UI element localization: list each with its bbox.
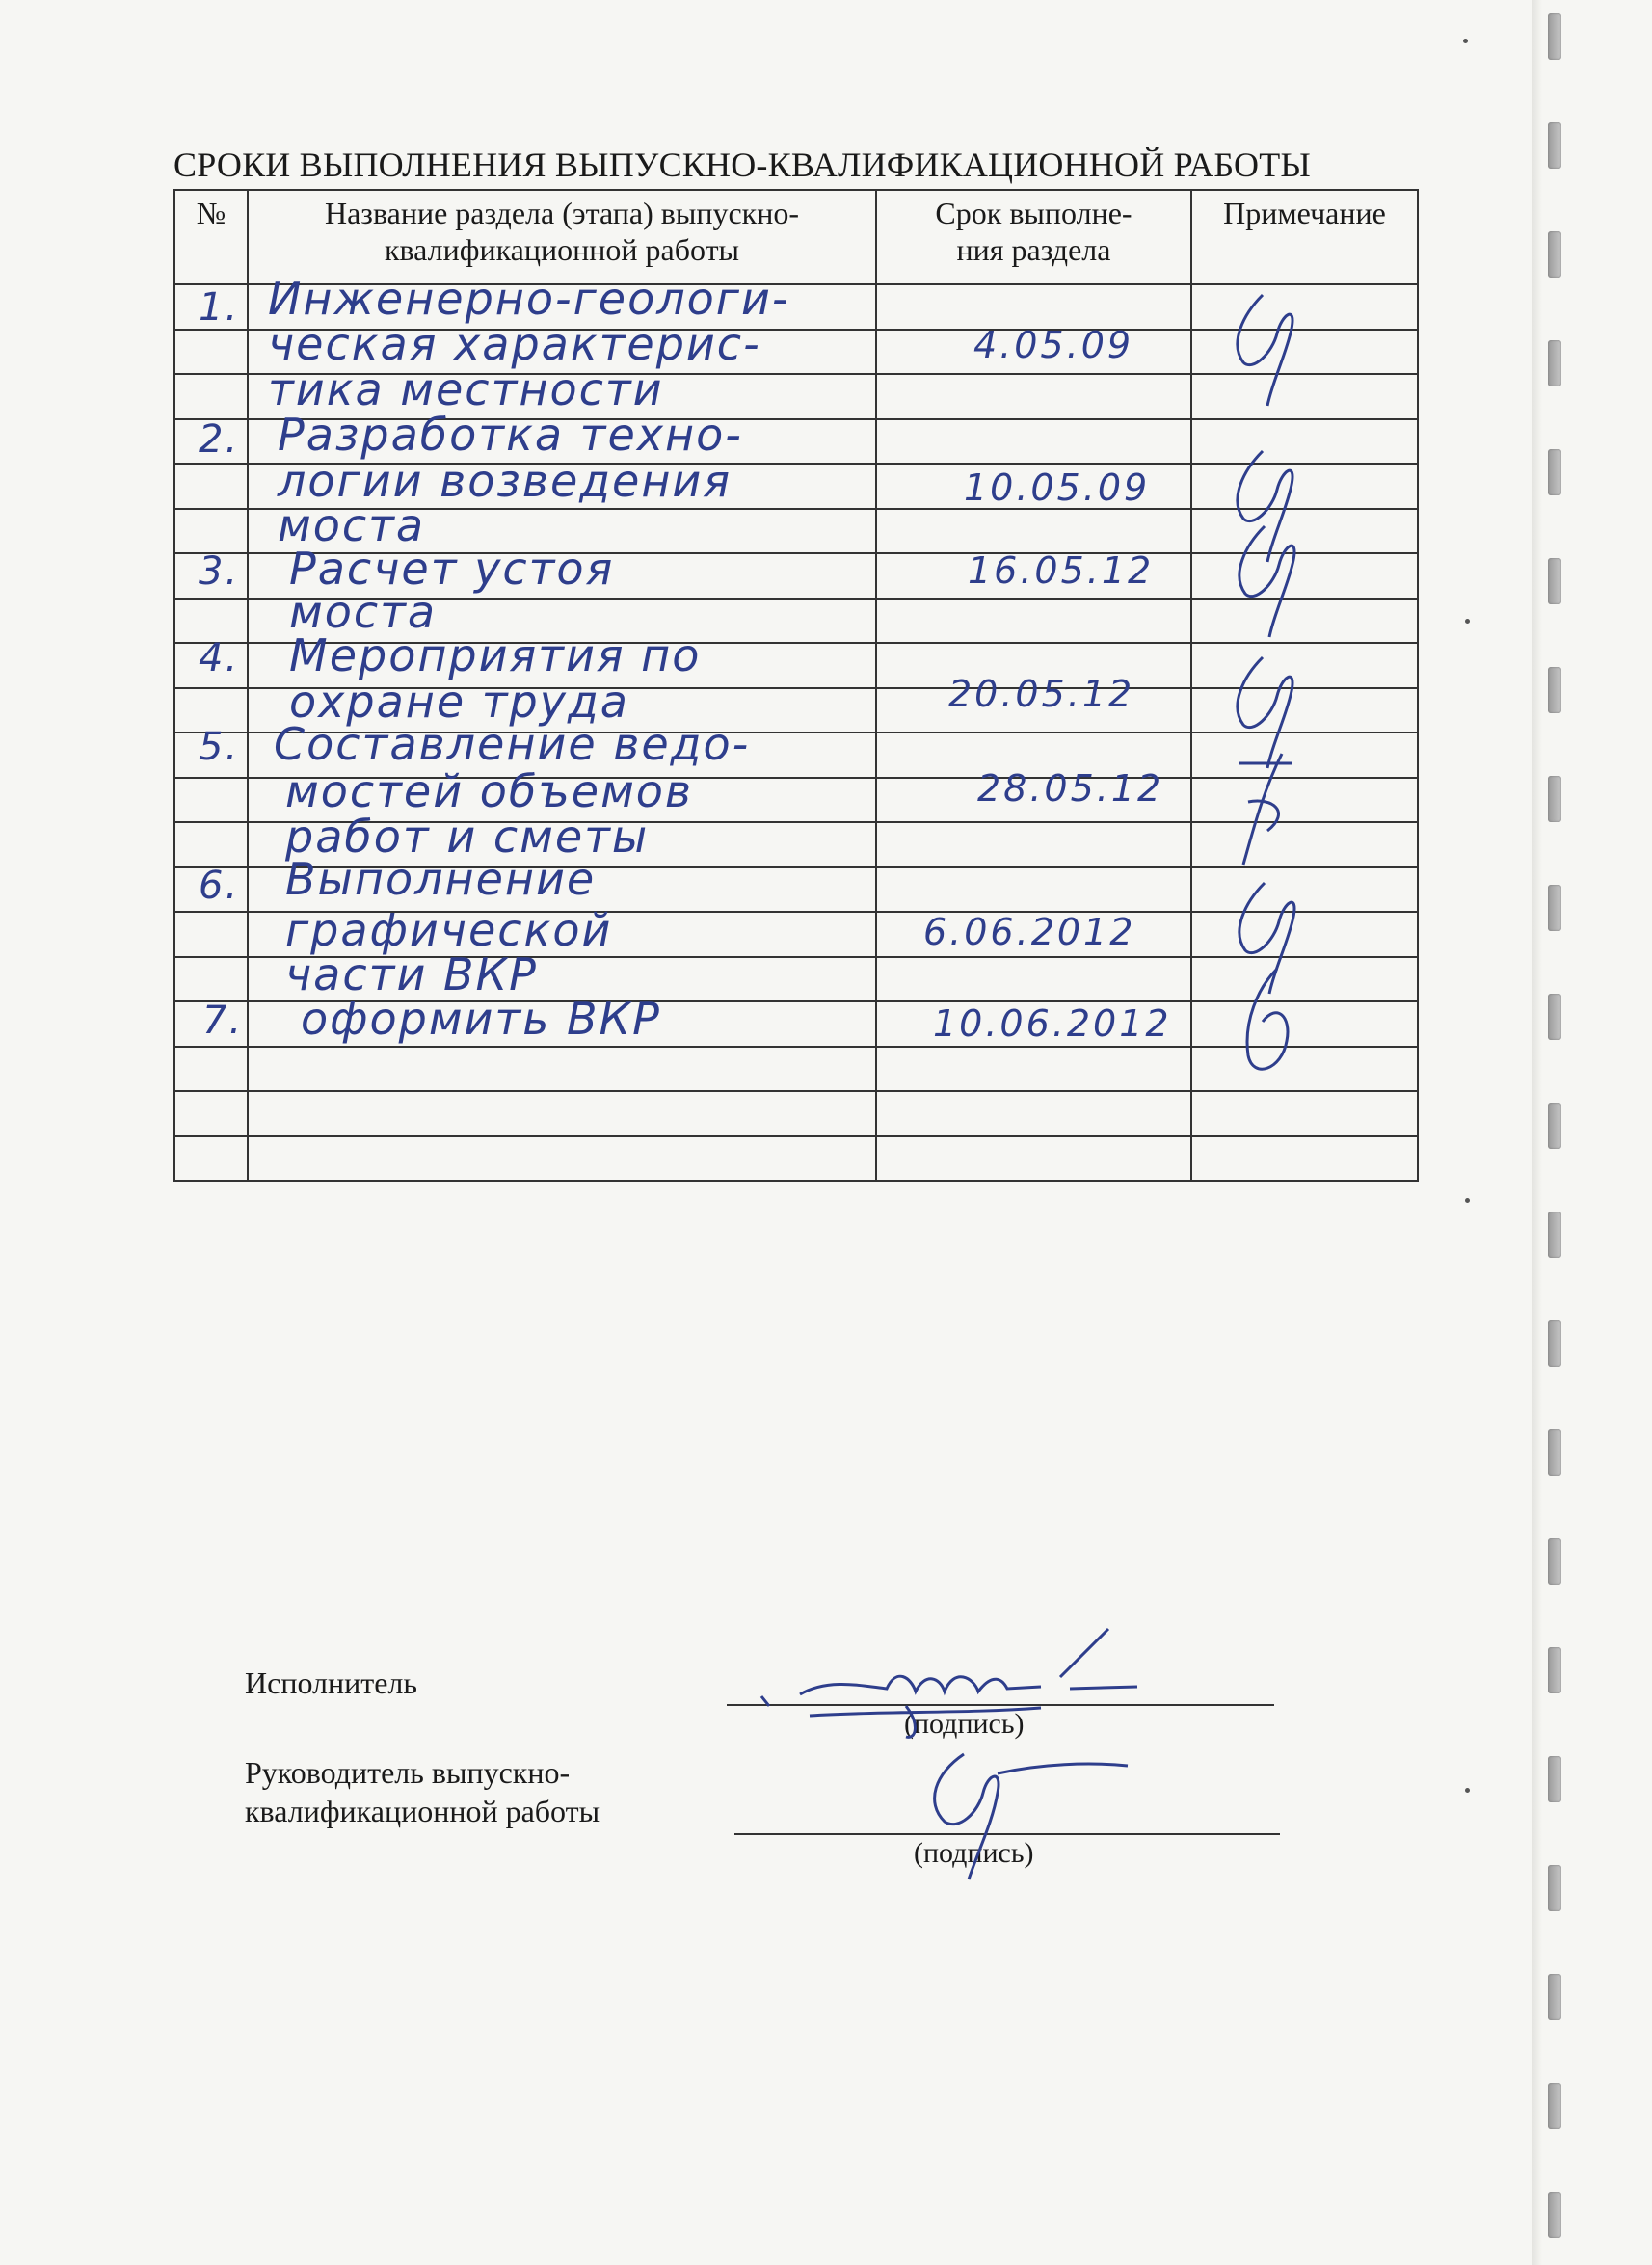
- row-1-line-1: Инженерно-геологи-: [268, 273, 790, 325]
- binding-hole: [1548, 776, 1561, 822]
- deadline-cell: [876, 1047, 1191, 1092]
- binding-hole: [1548, 2192, 1561, 2238]
- header-deadline-line1: Срок выполне-: [935, 196, 1132, 230]
- binding-hole: [1548, 1647, 1561, 1693]
- section-cell: [248, 1136, 876, 1182]
- supervisor-signature-caption: (подпись): [914, 1837, 1034, 1869]
- number-cell: [174, 1136, 248, 1182]
- row-7-deadline: 10.06.2012: [933, 1002, 1172, 1045]
- table-row: [174, 1136, 1418, 1182]
- row-2-deadline: 10.05.09: [964, 466, 1151, 509]
- number-cell: [174, 778, 248, 823]
- number-cell: [174, 509, 248, 554]
- binding-hole: [1548, 885, 1561, 931]
- number-cell: [174, 374, 248, 419]
- row-2-line-1: Разработка техно-: [278, 409, 743, 461]
- row-1-number: 1.: [199, 285, 240, 330]
- row-5-deadline: 28.05.12: [977, 767, 1164, 810]
- deadline-cell: [876, 599, 1191, 644]
- executor-label: Исполнитель: [245, 1665, 417, 1700]
- page-edge: [1532, 0, 1542, 2265]
- row-7-line-1: оформить ВКР: [301, 993, 661, 1045]
- header-section-line1: Название раздела (этапа) выпускно-: [324, 196, 799, 230]
- supervisor-label-line2: квалификационной работы: [245, 1794, 600, 1828]
- row-2-line-2: логии возведения: [278, 455, 732, 507]
- binding-hole: [1548, 122, 1561, 169]
- note-initial-row-1: [1224, 285, 1311, 411]
- binding-hole: [1548, 13, 1561, 60]
- header-section: [248, 190, 876, 284]
- row-5-line-1: Составление ведо-: [274, 718, 751, 770]
- scan-speck: [1465, 1198, 1470, 1203]
- supervisor-signature: [906, 1735, 1137, 1889]
- binding-hole: [1548, 1320, 1561, 1367]
- note-cell: [1191, 1136, 1418, 1182]
- binding-hole: [1548, 231, 1561, 278]
- deadline-cell: [876, 509, 1191, 554]
- binding-hole: [1548, 2083, 1561, 2129]
- scan-speck: [1465, 1788, 1470, 1793]
- row-7-number: 7.: [202, 999, 244, 1043]
- binding-hole: [1548, 449, 1561, 495]
- row-1-deadline: 4.05.09: [973, 324, 1134, 366]
- executor-signature-caption: (подпись): [904, 1708, 1025, 1740]
- binding-hole: [1548, 340, 1561, 386]
- header-number: №: [174, 190, 248, 284]
- row-1-line-3: тика местности: [268, 363, 664, 415]
- note-initial-row-3: [1226, 517, 1313, 642]
- deadline-cell: [876, 1136, 1191, 1182]
- binding-hole: [1548, 1756, 1561, 1802]
- row-6-line-3: части ВКР: [285, 948, 538, 1000]
- number-cell: [174, 957, 248, 1002]
- note-initial-row-5: [1224, 744, 1311, 869]
- row-5-line-2: мостей объемов: [285, 765, 694, 817]
- row-6-number: 6.: [199, 864, 240, 908]
- note-cell: [1191, 1091, 1418, 1136]
- row-6-deadline: 6.06.2012: [923, 911, 1136, 953]
- number-cell: [174, 1047, 248, 1092]
- binding-hole: [1548, 1429, 1561, 1476]
- header-section-line2: квалификационной работы: [384, 232, 740, 267]
- supervisor-label-line1: Руководитель выпускно-: [245, 1755, 571, 1790]
- header-deadline-line2: ния раздела: [956, 232, 1111, 267]
- number-cell: [174, 822, 248, 867]
- deadline-cell: [876, 419, 1191, 465]
- binding-strip: [1548, 0, 1567, 2265]
- binding-hole: [1548, 1538, 1561, 1585]
- row-5-line-3: работ и сметы: [285, 811, 650, 863]
- page-title: СРОКИ ВЫПОЛНЕНИЯ ВЫПУСКНО-КВАЛИФИКАЦИОННОЙ РАБОТЫ: [173, 146, 1312, 184]
- header-note: Примечание: [1191, 190, 1418, 284]
- number-cell: [174, 912, 248, 957]
- row-4-line-2: охране труда: [289, 676, 629, 728]
- row-1-line-2: ческая характерис-: [268, 318, 761, 370]
- deadline-cell: [876, 957, 1191, 1002]
- binding-hole: [1548, 1865, 1561, 1911]
- row-6-line-1: Выполнение: [285, 853, 597, 905]
- table-row: [174, 1091, 1418, 1136]
- binding-hole: [1548, 558, 1561, 604]
- row-5-number: 5.: [199, 725, 240, 769]
- row-3-line-1: Расчет устоя: [289, 543, 615, 595]
- row-3-deadline: 16.05.12: [968, 549, 1155, 592]
- row-2-number: 2.: [199, 417, 240, 462]
- deadline-cell: [876, 1091, 1191, 1136]
- deadline-cell: [876, 822, 1191, 867]
- deadline-cell: [876, 284, 1191, 330]
- header-deadline: [876, 190, 1191, 284]
- deadline-cell: [876, 374, 1191, 419]
- number-cell: [174, 1091, 248, 1136]
- binding-hole: [1548, 1212, 1561, 1258]
- row-4-deadline: 20.05.12: [948, 673, 1135, 715]
- row-6-line-2: графической: [285, 904, 613, 956]
- number-cell: [174, 464, 248, 509]
- section-cell: [248, 1091, 876, 1136]
- binding-hole: [1548, 1974, 1561, 2020]
- scan-speck: [1465, 619, 1470, 624]
- binding-hole: [1548, 1103, 1561, 1149]
- row-3-line-2: моста: [289, 586, 438, 638]
- section-cell: [248, 1047, 876, 1092]
- note-initial-row-7: [1224, 964, 1311, 1089]
- number-cell: [174, 330, 248, 375]
- table-header-row: [174, 190, 1418, 284]
- deadline-cell: [876, 867, 1191, 913]
- row-4-line-1: Мероприятия по: [289, 629, 702, 681]
- row-3-number: 3.: [199, 549, 240, 594]
- executor-signature: [752, 1619, 1176, 1745]
- row-2-line-3: моста: [278, 499, 426, 551]
- scan-speck: [1463, 39, 1468, 43]
- binding-hole: [1548, 667, 1561, 713]
- binding-hole: [1548, 994, 1561, 1040]
- row-4-number: 4.: [199, 636, 240, 680]
